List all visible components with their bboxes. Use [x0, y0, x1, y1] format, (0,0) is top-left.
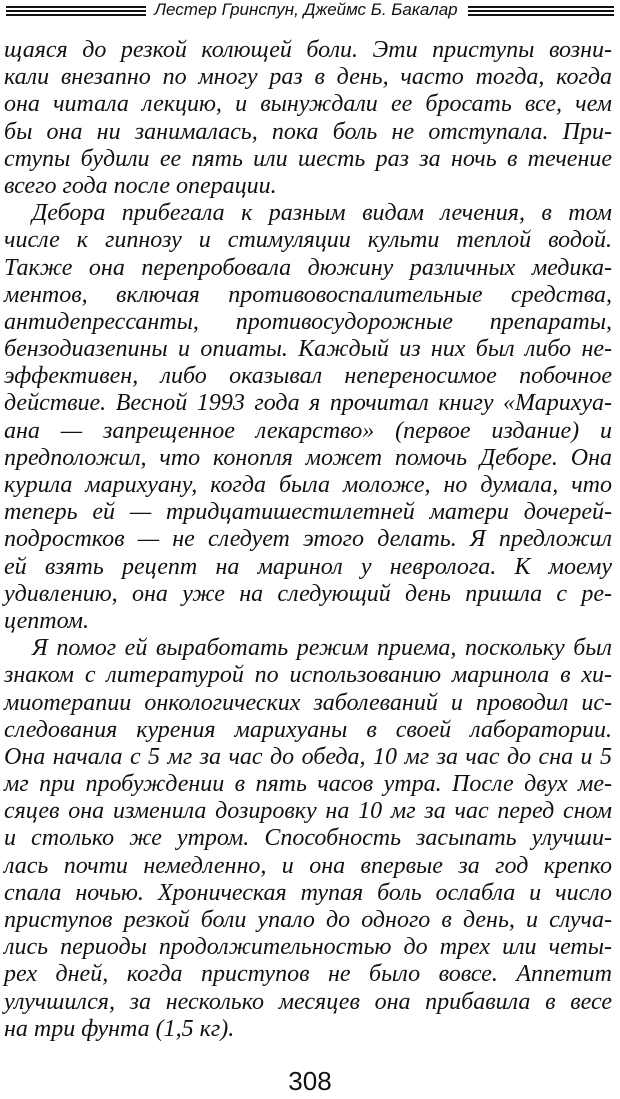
text-line: лись периоды продолжительностью до трех или четы-: [4, 934, 612, 961]
text-line: Также она перепробовала дюжину различных медика-: [4, 254, 612, 281]
text-line: кали внезапно по многу раз в день, часто тогда, когда: [4, 64, 612, 91]
text-line: антидепрессанты, противосудорожные препараты,: [4, 308, 612, 335]
text-line: она читала лекцию, и вынуждали ее бросать все, чем: [4, 91, 612, 118]
text-line: числе к гипнозу и стимуляции культи теплой водой.: [4, 227, 612, 254]
header-rule-left: [6, 4, 146, 18]
header-rule-right: [468, 4, 614, 18]
text-line: бы она ни занималась, пока боль не отступала. При-: [4, 118, 612, 145]
text-line: спала ночью. Хроническая тупая боль ослабла и число: [4, 879, 612, 906]
text-line: ментов, включая противовоспалительные средства,: [4, 281, 612, 308]
text-line: лась почти немедленно, и она впервые за год крепко: [4, 852, 612, 879]
text-line: ступы будили ее пять или шесть раз за ночь в течение: [4, 145, 612, 172]
text-line: Дебора прибегала к разным видам лечения, в том: [32, 200, 612, 227]
text-line: миотерапии онкологических заболеваний и проводил ис-: [4, 689, 612, 716]
text-line: теперь ей — тридцатишестилетней матери дочерей-: [4, 499, 612, 526]
running-head: Лестер Гринспун, Джеймс Б. Бакалар: [154, 0, 458, 19]
text-line: бензодиазепины и опиаты. Каждый из них был либо не-: [4, 336, 612, 363]
text-line: предположил, что конопля может помочь Деборе. Она: [4, 444, 612, 471]
text-line: сяцев она изменила дозировку на 10 мг за час перед сном: [4, 798, 612, 825]
page-header: [0, 0, 620, 32]
text-line: Она начала с 5 мг за час до обеда, 10 мг за час до сна и 5: [4, 743, 612, 770]
text-line: улучшился, за несколько месяцев она прибавила в весе: [4, 988, 612, 1015]
text-line: и столько же утром. Способность засыпать улучши-: [4, 825, 612, 852]
text-line: Я помог ей выработать режим приема, поскольку был: [32, 635, 612, 662]
text-line: на три фунта (1,5 кг).: [4, 1015, 235, 1042]
body-text: [4, 37, 612, 1043]
text-line: всего года после операции.: [4, 172, 277, 199]
text-line: мг при пробуждении в пять часов утра. После двух ме-: [4, 771, 612, 798]
text-line: курила марихуану, когда была моложе, но думала, что: [4, 472, 612, 498]
text-line: подростков — не следует этого делать. Я предложил: [4, 526, 612, 553]
text-line: эффективен, либо оказывал непереносимое побочное: [4, 363, 612, 390]
page-number: 308: [288, 1066, 332, 1096]
text-line: рех дней, когда приступов не было вовсе. Аппетит: [4, 961, 612, 988]
text-line: щаяся до резкой колющей боли. Эти приступы возни-: [4, 37, 612, 63]
text-line: удивлению, она уже на следующий день пришла с ре-: [4, 580, 612, 607]
text-line: ана — запрещенное лекарство» (первое издание) и: [4, 417, 612, 444]
text-line: приступов резкой боли упало до одного в день, и случа-: [4, 907, 612, 933]
text-line: действие. Весной 1993 года я прочитал книгу «Марихуа-: [4, 390, 612, 417]
text-line: следования курения марихуаны в своей лаборатории.: [4, 716, 612, 743]
text-line: знаком с литературой по использованию маринола в хи-: [4, 662, 612, 689]
text-line: ей взять рецепт на маринол у невролога. К моему: [4, 553, 612, 580]
text-line: цептом.: [4, 607, 89, 634]
